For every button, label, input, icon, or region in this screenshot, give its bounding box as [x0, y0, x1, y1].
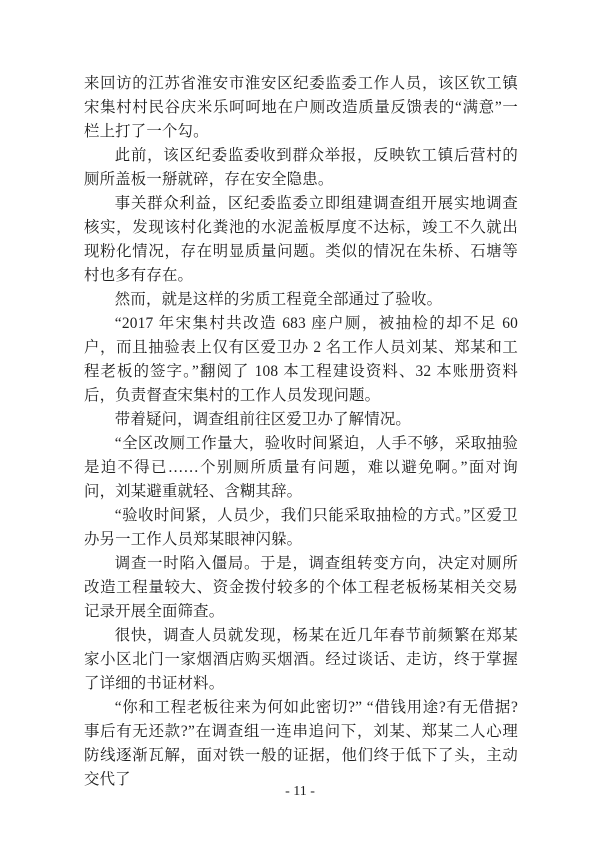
- paragraph: 很快，调查人员就发现，杨某在近几年春节前频繁在郑某家小区北门一家烟酒店购买烟酒。经过谈话、走访，终于掌握了详细的书证材料。: [84, 627, 518, 692]
- paragraph: 带着疑问，调查组前往区爱卫办了解情况。: [114, 411, 412, 428]
- paragraph: 来回访的江苏省淮安市淮安区纪委监委工作人员，该区钦工镇宋集村村民谷庆米乐呵呵地在户厕改造质量反馈表的“满意”一栏上打了一个勾。: [84, 75, 518, 140]
- paragraph: 事关群众利益，区纪委监委立即组建调查组开展实地调查核实，发现该村化粪池的水泥盖板厚度不达标，竣工不久就出现粉化情况，存在明显质量问题。类似的情况在朱桥、石塘等村也多有存在。: [84, 195, 518, 284]
- paragraph: “验收时间紧，人员少，我们只能采取抽检的方式。”区爱卫办另一工作人员郑某眼神闪躲。: [84, 507, 518, 548]
- paragraph: “你和工程老板往来为何如此密切?” “借钱用途?有无借据?事后有无还款?”在调查组一连串追问下，刘某、郑某二人心理防线逐渐瓦解，面对铁一般的证据，他们终于低下了头，主动交代了: [84, 699, 518, 788]
- paragraph: 然而，就是这样的劣质工程竟全部通过了验收。: [114, 291, 443, 308]
- document-body: [84, 72, 518, 792]
- page-number: - 11 -: [285, 784, 315, 799]
- paragraph: “2017 年宋集村共改造 683 座户厕，被抽检的却不足 60 户，而且抽验表上仅有区爱卫办 2 名工作人员刘某、郑某和工程老板的签字。”翻阅了 108 本工程建设资料、32 本账册资料后，负责督查宋集村的工作人员发现问题。: [84, 315, 518, 404]
- paragraph: “全区改厕工作量大，验收时间紧迫，人手不够，采取抽验是迫不得已……个别厕所质量有问题，难以避免啊。”面对询问，刘某避重就轻、含糊其辞。: [84, 435, 518, 500]
- paragraph: 调查一时陷入僵局。于是，调查组转变方向，决定对厕所改造工程量较大、资金拨付较多的个体工程老板杨某相关交易记录开展全面筛查。: [84, 555, 518, 620]
- paragraph: 此前，该区纪委监委收到群众举报，反映钦工镇后营村的厕所盖板一掰就碎，存在安全隐患。: [84, 147, 518, 188]
